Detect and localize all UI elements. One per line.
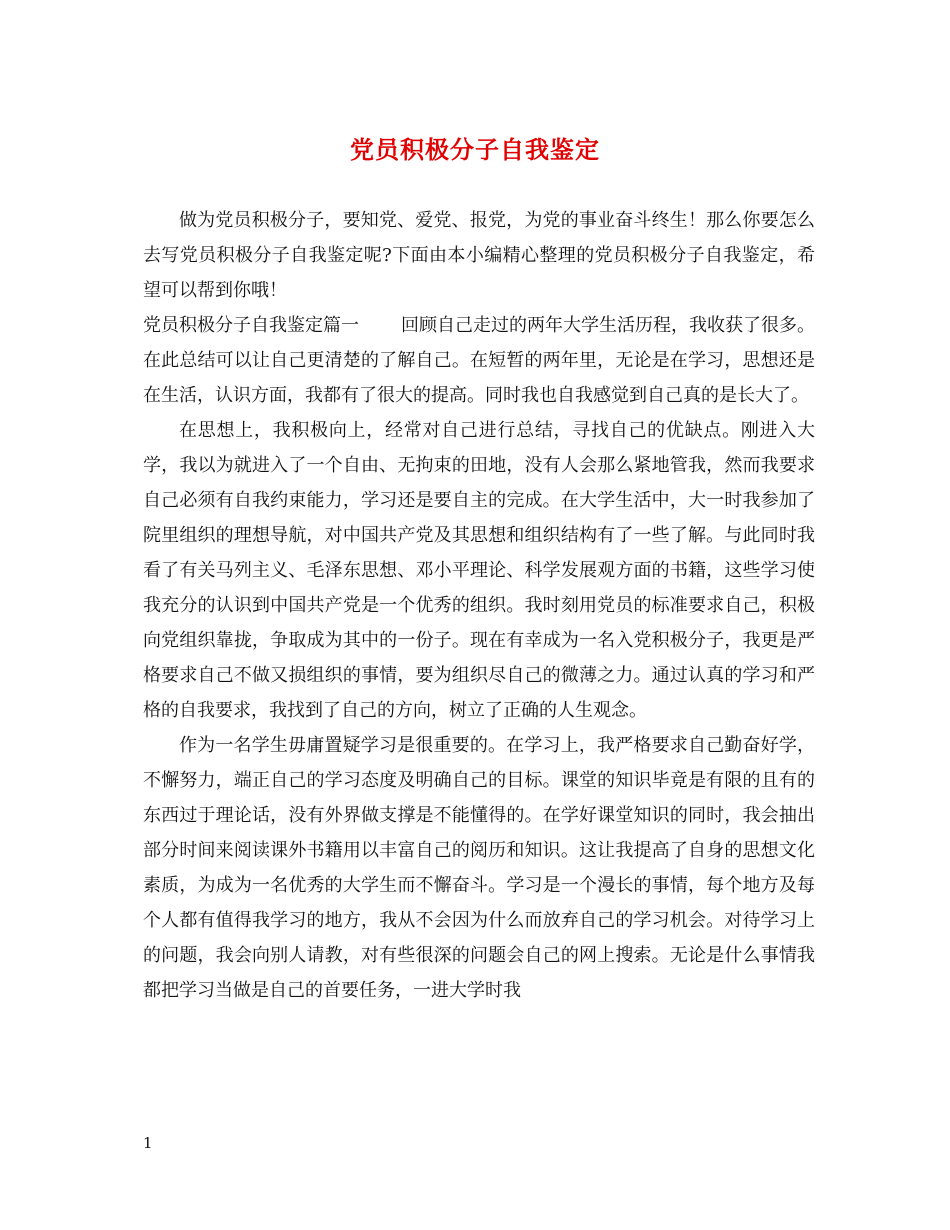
section-heading: 党员积极分子自我鉴定篇一 [143, 315, 359, 336]
intro-paragraph: 做为党员积极分子，要知党、爱党、报党，为党的事业奋斗终生！那么你要怎么去写党员积极分子自我鉴定呢?下面由本小编精心整理的党员积极分子自我鉴定，希望可以帮到你哦！ [143, 210, 815, 301]
document-body [143, 203, 815, 1008]
section-first-text: 回顾自己走过的两年大学生活历程，我收获了很多。在此总结可以让自己更清楚的了解自己。在短暂的两年里，无论是在学习，思想还是在生活，认识方面，我都有了很大的提高。同时我也自我感觉到自己真的是长大了。 [143, 315, 815, 406]
page-number: 1 [143, 1134, 153, 1152]
document-title: 党员积极分子自我鉴定 [350, 135, 600, 164]
paragraph-thought: 在思想上，我积极向上，经常对自己进行总结，寻找自己的优缺点。刚进入大学，我以为就进入了一个自由、无拘束的田地，没有人会那么紧地管我，然而我要求自己必须有自我约束能力，学习还是要自主的完成。在大学生活中，大一时我参加了院里组织的理想导航，对中国共产党及其思想和组织结构有了一些了解。与此同时我看了有关马列主义、毛泽东思想、邓小平理论、科学发展观方面的书籍，这些学习使我充分的认识到中国共产党是一个优秀的组织。我时刻用党员的标准要求自己，积极向党组织靠拢，争取成为其中的一份子。现在有幸成为一名入党积极分子，我更是严格要求自己不做又损组织的事情，要为组织尽自己的微薄之力。通过认真的学习和严格的自我要求，我找到了自己的方向，树立了正确的人生观念。 [143, 420, 815, 721]
section-first-paragraph [143, 308, 815, 413]
paragraph-study: 作为一名学生毋庸置疑学习是很重要的。在学习上，我严格要求自己勤奋好学，不懈努力，端正自己的学习态度及明确自己的目标。课堂的知识毕竟是有限的且有的东西过于理论话，没有外界做支撑是不能懂得的。在学好课堂知识的同时，我会抽出部分时间来阅读课外书籍用以丰富自己的阅历和知识。这让我提高了自身的思想文化素质，为成为一名优秀的大学生而不懈奋斗。学习是一个漫长的事情，每个地方及每个人都有值得我学习的地方，我从不会因为什么而放弃自己的学习机会。对待学习上的问题，我会向别人请教，对有些很深的问题会自己的网上搜索。无论是什么事情我都把学习当做是自己的首要任务，一进大学时我 [143, 735, 815, 1001]
